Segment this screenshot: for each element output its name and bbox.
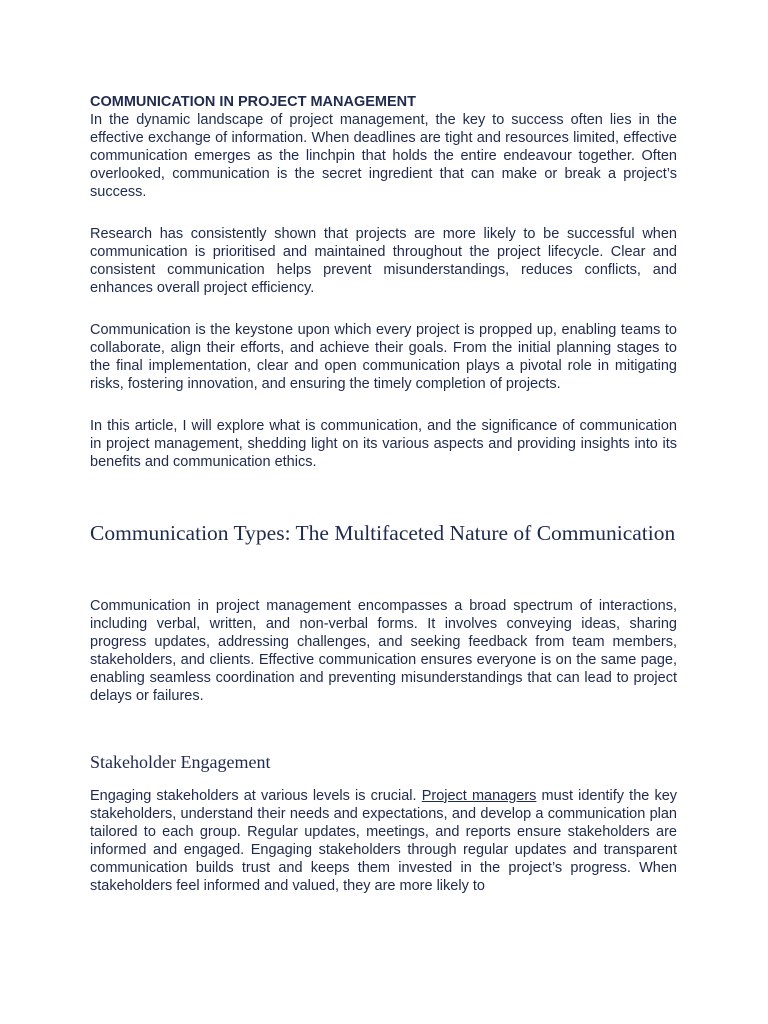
section-heading-communication-types: Communication Types: The Multifaceted Nature of Communication xyxy=(90,521,676,545)
document-title: COMMUNICATION IN PROJECT MANAGEMENT xyxy=(90,94,416,110)
intro-paragraph-4: In this article, I will explore what is communication, and the significance of communication in project management, shedding light on its various aspects and providing insights into its benefits and communication ethics. xyxy=(90,418,677,470)
stakeholder-text-before-link: Engaging stakeholders at various levels is crucial. xyxy=(90,788,422,804)
stakeholder-paragraph xyxy=(90,787,677,895)
intro-paragraph-3: Communication is the keystone upon which every project is propped up, enabling teams to collaborate, align their efforts, and achieve their goals. From the initial planning stages to the final implementation, clear and open communication plays a pivotal role in mitigating risks, fostering innovation, and ensuring the timely completion of projects. xyxy=(90,322,677,392)
stakeholder-text-after-link: must identify the key stakeholders, understand their needs and expectations, and develop a communication plan tailored to each group. Regular updates, meetings, and reports ensure stakeholders are informed and engaged. Engaging stakeholders through regular updates and transparent communication builds trust and keeps them invested in the project’s progress. When stakeholders feel informed and valued, they are more likely to xyxy=(90,788,678,894)
intro-paragraph-2: Research has consistently shown that projects are more likely to be successful when communication is prioritised and maintained throughout the project lifecycle. Clear and consistent communication helps prevent misunderstandings, reduces conflicts, and enhances overall project efficiency. xyxy=(90,226,677,296)
project-managers-link[interactable]: Project managers xyxy=(421,788,537,804)
intro-paragraph-1: In the dynamic landscape of project management, the key to success often lies in the effective exchange of information. When deadlines are tight and resources limited, effective communication emerges as the linchpin that holds the entire endeavour together. Often overlooked, communication is the secret ingredient that can make or break a project’s success. xyxy=(90,112,677,200)
communication-types-paragraph: Communication in project management encompasses a broad spectrum of interactions, including verbal, written, and non-verbal forms. It involves conveying ideas, sharing progress updates, addressing challenges, and seeking feedback from team members, stakeholders, and clients. Effective communication ensures everyone is on the same page, enabling seamless coordination and preventing misunderstandings that can lead to project delays or failures. xyxy=(90,598,677,704)
document-page xyxy=(90,93,677,895)
section-heading-stakeholder-engagement: Stakeholder Engagement xyxy=(90,752,271,772)
